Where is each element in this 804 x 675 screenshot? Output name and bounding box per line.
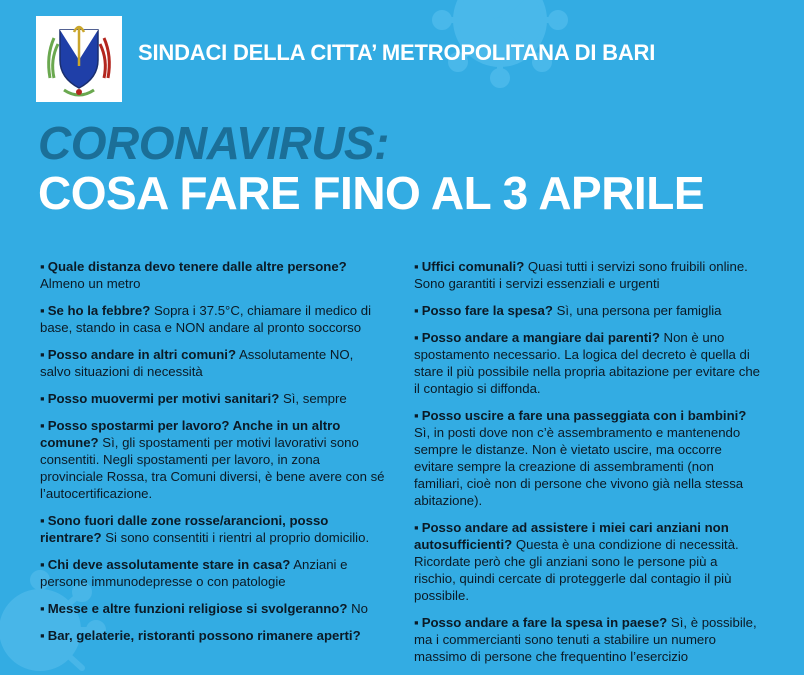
municipal-emblem [36, 16, 122, 102]
headline-line-2: COSA FARE FINO AL 3 APRILE [38, 167, 704, 219]
faq-question: Se ho la febbre? [47, 303, 151, 318]
faq-item [40, 627, 386, 644]
bullet: ▪ [40, 391, 45, 406]
faq-item [40, 600, 386, 617]
faq-question: Chi deve assolutamente stare in casa? [47, 557, 291, 572]
faq-question: Posso fare la spesa? [421, 303, 553, 318]
bullet: ▪ [40, 418, 45, 433]
faq-item [414, 407, 762, 509]
faq-answer: Sì, in posti dove non c’è assembramento e mantenendo sempre le distanze. Non è vietato uscire, ma occorre evitare sempre la creazione di assembramenti (non familiari, cioè non di persone che vivono già nella stessa abitazione). [414, 425, 744, 508]
faq-question: Messe e altre funzioni religiose si svolgeranno? [47, 601, 348, 616]
faq-question: Posso spostarmi per lavoro? Anche in un altro comune? [40, 418, 341, 450]
bullet: ▪ [40, 259, 45, 274]
faq-answer: Sì, è possibile, ma i commercianti sono tenuti a stabilire un numero massimo di persone che frequentino l’esercizio [414, 615, 757, 664]
faq-answer: Non è uno spostamento necessario. La logica del decreto è quella di stare il più possibile nella propria abitazione per evitare che il contagio si diffonda. [414, 330, 761, 396]
faq-question: Posso uscire a fare una passeggiata con i bambini? [421, 408, 747, 423]
bullet: ▪ [414, 408, 419, 423]
bullet: ▪ [414, 303, 419, 318]
headline [38, 118, 704, 218]
faq-item [414, 258, 762, 292]
faq-item [40, 302, 386, 336]
faq-question: Posso muovermi per motivi sanitari? [47, 391, 280, 406]
bullet: ▪ [40, 303, 45, 318]
faq-answer: Questa è una condizione di necessità. Ricordate però che gli anziani sono le persone più a rischio, quindi cercate di proteggerle dal contagio il più possibile. [414, 537, 739, 603]
faq-question: Bar, gelaterie, ristoranti possono rimanere aperti? [47, 628, 361, 643]
bullet: ▪ [40, 628, 45, 643]
faq-item [40, 390, 386, 407]
coat-of-arms-icon [36, 16, 122, 102]
faq-item [414, 302, 762, 319]
faq-answer: Almeno un metro [40, 276, 141, 291]
bullet: ▪ [414, 615, 419, 630]
bullet: ▪ [414, 330, 419, 345]
faq-item [414, 519, 762, 604]
faq-question: Posso andare a fare la spesa in paese? [421, 615, 668, 630]
faq-question: Uffici comunali? [421, 259, 525, 274]
faq-item [414, 329, 762, 397]
faq-item [40, 258, 386, 292]
faq-question: Posso andare a mangiare dai parenti? [421, 330, 660, 345]
faq-answer: Sì, una persona per famiglia [552, 303, 722, 318]
bullet: ▪ [414, 520, 419, 535]
faq-answer: Sì, sempre [279, 391, 347, 406]
faq-answer: Si sono consentiti i rientri al proprio domicilio. [101, 530, 370, 545]
faq-answer: Assolutamente NO, salvo situazioni di necessità [40, 347, 354, 379]
headline-line-1: CORONAVIRUS: [38, 117, 389, 169]
faq-answer: Anziani e persone immunodepresse o con patologie [40, 557, 348, 589]
faq-answer: Sì, gli spostamenti per motivi lavorativi sono consentiti. Negli spostamenti per lavoro, in zona provinciale Rossa, tra Comuni diversi, è bene avere con sé l’autocertificazione. [40, 435, 385, 501]
faq-item [40, 512, 386, 546]
faq-item [40, 556, 386, 590]
faq-column-right [414, 258, 762, 675]
bullet: ▪ [40, 513, 45, 528]
faq-item [40, 346, 386, 380]
faq-item [414, 614, 762, 665]
faq-question: Posso andare in altri comuni? [47, 347, 237, 362]
faq-question: Quale distanza devo tenere dalle altre persone? [47, 259, 347, 274]
faq-question: Posso andare ad assistere i miei cari anziani non autosufficienti? [414, 520, 729, 552]
faq-answer: Quasi tutti i servizi sono fruibili online. Sono garantiti i servizi essenziali e urgenti [414, 259, 748, 291]
bullet: ▪ [40, 347, 45, 362]
header-title: SINDACI DELLA CITTA’ METROPOLITANA DI BARI [138, 40, 656, 65]
bullet: ▪ [40, 557, 45, 572]
faq-column-left [40, 258, 386, 654]
faq-question: Sono fuori dalle zone rosse/arancioni, posso rientrare? [40, 513, 329, 545]
bullet: ▪ [414, 259, 419, 274]
faq-answer: Sopra i 37.5°C, chiamare il medico di base, stando in casa e NON andare al pronto soccorso [40, 303, 372, 335]
bullet: ▪ [40, 601, 45, 616]
faq-item [40, 417, 386, 502]
faq-answer: No [347, 601, 368, 616]
